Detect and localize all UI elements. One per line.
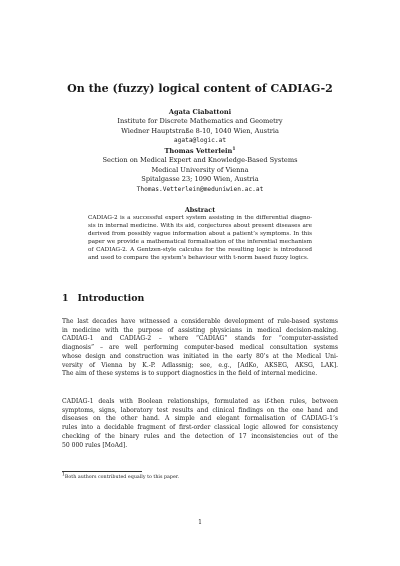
paper-title: On the (fuzzy) logical content of CADIAG-2 [67,82,333,95]
abstract-line: CADIAG-2 is a successful expert system assisting in the differential diagno- [88,215,312,221]
paragraph-line: in medicine with the purpose of assisting physicians in medical decision-making. [62,326,338,334]
author-name-text: Thomas Vetterlein [164,147,233,155]
footnote [62,474,179,481]
affiliation-line: Wiedner Hauptstraße 8-10, 1040 Wien, Austria [121,126,279,135]
paragraph-line: diagnosis” – are well performing computer-based medical consultation systems [62,344,338,352]
paragraph-line: versity of Vienna by K.-P. Adlassnig; see, e.g., [AdKo, AKSEG, AKSG, LAK]. [62,361,338,369]
paragraph-line: checking of the binary rules and the detection of 17 inconsistencies out of the [62,432,338,440]
author-block-2 [0,147,400,194]
affiliation-line: Institute for Discrete Mathematics and Geometry [117,117,283,126]
affiliation-line: Medical University of Vienna [151,165,249,174]
author-email[interactable]: Thomas.Vetterlein@meduniwien.ac.at [136,185,264,193]
author-email[interactable]: agata@logic.at [173,137,227,145]
paragraph-1 [62,318,338,379]
paragraph-line: 50 000 rules [MoAd]. [62,441,128,449]
paragraph-line: whose design and construction was initiated in the early 80’s at the Medical Uni- [62,352,338,360]
abstract-line: sis in internal medicine. With its aid, conjectures about present diseases are [88,222,312,229]
paragraph-line: The aim of these systems is to support diagnostics in the field of internal medicine. [62,370,318,378]
section-heading [62,293,144,305]
paragraph-line: The last decades have witnessed a considerable development of rule-based systems [62,318,338,325]
author-block-1 [0,108,400,146]
abstract-line: paper we provide a mathematical formalisation of the inferential mechanism [88,238,312,245]
abstract-line: of CADIAG-2. A Gentzen-style calculus for the resulting logic is introduced [88,246,312,253]
abstract-body [88,215,312,262]
affiliation-line: Spitalgasse 23; 1090 Wien, Austria [141,175,259,184]
footnote-mark: 1 [62,472,65,478]
author-name: Agata Ciabattoni [168,108,232,116]
footnote-mark: 1 [232,146,236,152]
footnote-text: Both authors contributed equally to this paper. [64,475,180,480]
abstract-line: and used to compare the system’s behaviour with t-norm based fuzzy logics. [88,254,309,261]
paragraph-2 [62,398,338,450]
paragraph-line: diseases on the other hand. A simple and elegant formalisation of CADIAG-1’s [62,415,338,423]
section-number: 1 [62,293,69,304]
paragraph-line: CADIAG-1 and CADIAG-2 – where “CADIAG” stands for “computer-assisted [62,335,338,343]
paragraph-line: rules into a decidable fragment of first-order classical logic allowed for consistency [62,424,338,432]
paragraph-line: CADIAG-1 deals with Boolean relationships, formulated as if-then rules, between [62,398,338,405]
footnote-rule [62,471,142,472]
author-name [0,147,400,156]
page-number: 1 [198,519,202,526]
abstract-line: derived from possibly vague information about a patient’s symptoms. In this [88,230,312,237]
section-title: Introduction [77,293,145,304]
abstract-heading: Abstract [184,206,216,214]
affiliation-line: Section on Medical Expert and Knowledge-Based Systems [102,156,298,165]
paragraph-line: symptoms, signs, laboratory test results and clinical findings on the one hand and [62,406,338,414]
